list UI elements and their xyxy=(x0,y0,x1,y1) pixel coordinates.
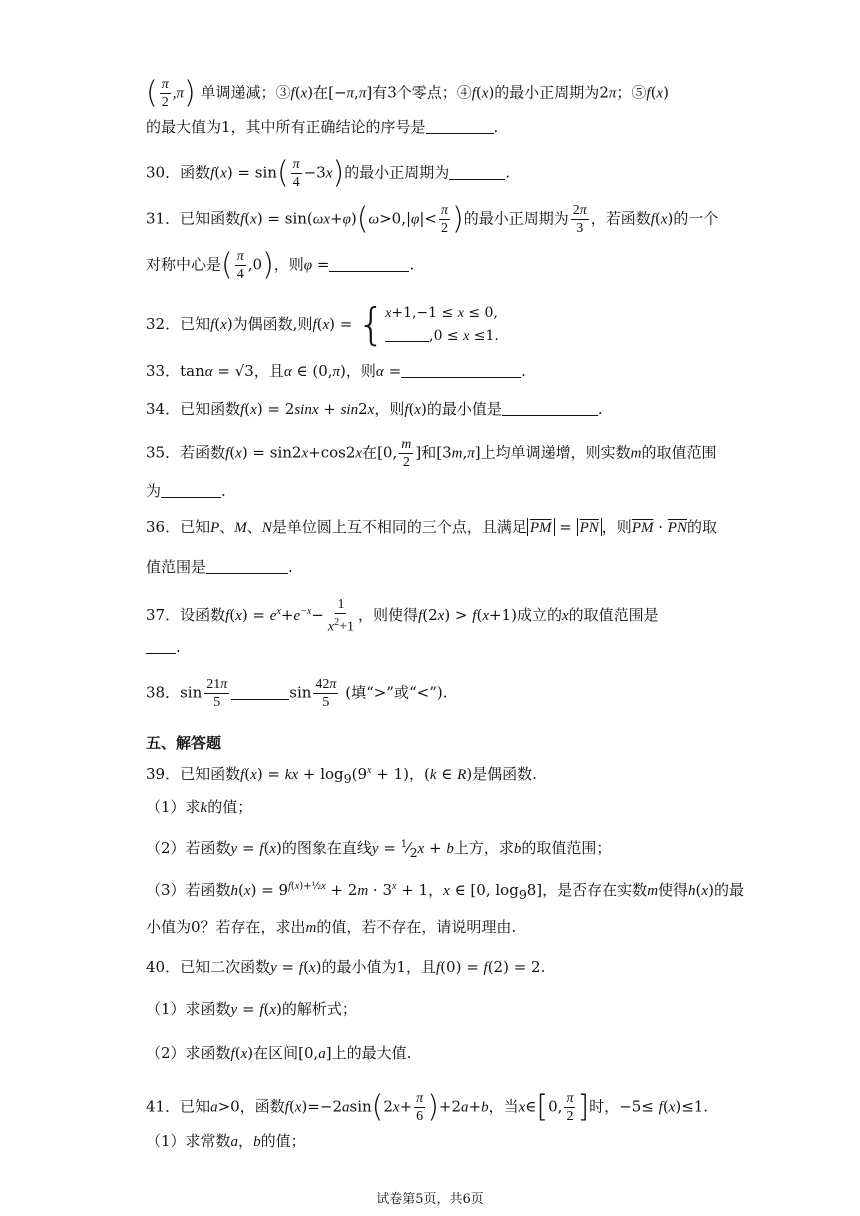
answer-blank[interactable] xyxy=(161,481,221,498)
text: 的值，若不存在，请说明理由. xyxy=(316,918,517,936)
text: 若函数 xyxy=(180,443,226,462)
answer-blank[interactable] xyxy=(206,557,288,574)
question-number: 39． xyxy=(146,765,181,783)
text: 的一个 xyxy=(673,209,719,228)
text: 的取值范围； xyxy=(521,839,612,857)
question-41-part-1: （1）求常数a，b的值； xyxy=(146,1132,306,1150)
question-40-part-2: （2）求函数f(x)在区间[0,a]上的最大值. xyxy=(146,1044,412,1062)
text: . xyxy=(540,958,546,976)
text: （1）求 xyxy=(146,798,201,816)
text: . xyxy=(221,482,226,500)
question-37-line-1: 37．设函数$f(x) = e^x+e^{-x}-$ $\frac{1}{x^2+1}$ ，则使得f(2x) > f(x+1)成立的x的取值范围是 xyxy=(146,597,659,635)
text: 为 xyxy=(146,482,162,500)
answer-blank[interactable] xyxy=(426,117,494,134)
text: . xyxy=(176,638,181,656)
text: 是偶函数. xyxy=(472,765,537,783)
text: ，则 xyxy=(345,362,376,380)
text: 使得 xyxy=(658,881,689,899)
text: ，则 xyxy=(273,255,304,274)
text: . xyxy=(597,400,603,418)
text: 上的最大值. xyxy=(331,1044,412,1062)
text: 的取值范围是 xyxy=(568,605,659,624)
text: 在 xyxy=(313,83,329,102)
text: 有3个零点；④ xyxy=(372,83,472,102)
text: 是单位圆上互不相同的三个点，且满足 xyxy=(271,518,527,536)
text: 的最小值是 xyxy=(426,400,502,418)
text: . xyxy=(493,118,499,136)
text: （2）若函数 xyxy=(146,839,231,857)
question-number: 32． xyxy=(146,315,181,333)
text: （3）若函数 xyxy=(146,881,231,899)
question-35-line-1: 35．若函数f(x) = sin2x+cos2x在[0, $\frac{m}{2}$ ]和[3m,π]上均单调递增，则实数m的取值范围 xyxy=(146,437,717,470)
text: 的最小正周期为 xyxy=(463,209,569,228)
text: 已知二次函数 xyxy=(180,958,271,976)
question-39-part-3-cont: 小值为0？若存在，求出m的值，若不存在，请说明理由. xyxy=(146,918,517,936)
question-number: 36． xyxy=(146,518,181,536)
question-37-line-2 xyxy=(146,636,720,658)
text: (填“>”或“<”). xyxy=(345,683,448,702)
text: 设函数 xyxy=(180,605,226,624)
text: ，且 xyxy=(253,362,284,380)
text: 的值； xyxy=(260,1132,306,1150)
text: ，是否存在实数 xyxy=(542,881,648,899)
text: 为偶函数,则 xyxy=(232,315,313,333)
question-36-line-2 xyxy=(146,556,720,578)
text: 在 xyxy=(362,443,378,462)
question-33: 33．tanα = √3，且α ∈ (0,π)，则α = . xyxy=(146,362,526,380)
question-40-part-1: （1）求函数y = f(x)的解析式； xyxy=(146,1000,357,1018)
text: 上均单调递增，则实数 xyxy=(480,443,631,462)
question-number: 40． xyxy=(146,958,181,976)
text: ，则 xyxy=(601,518,632,536)
question-number: 33． xyxy=(146,362,181,380)
text: 已知函数 xyxy=(180,765,241,783)
text: 的最小值为1，且 xyxy=(321,958,436,976)
text: 的最 xyxy=(713,881,744,899)
text: ，则 xyxy=(374,400,405,418)
text: 和 xyxy=(421,443,437,462)
text: . xyxy=(409,255,415,274)
text: 小值为0？若存在，求出 xyxy=(146,918,306,936)
question-35-line-2 xyxy=(146,480,720,502)
text: 的取值范围 xyxy=(641,443,717,462)
text: . xyxy=(288,558,293,576)
question-32: 32．已知f(x)为偶函数,则f(x) = {x+1,−1 ≤ x ≤ 0, ,0 ≤ x ≤1. xyxy=(146,299,499,350)
text: 对称中心是 xyxy=(146,255,222,274)
text: ；⑤ xyxy=(616,83,647,102)
question-41: 41．已知a>0，函数f(x)=−2asin(2x+ $\frac{\pi}{6}$ )+2a+b，当x∈[0, $\frac{\pi}{2}$ ]时，−5≤ f(x)≤1. xyxy=(146,1089,709,1125)
text: （1）求常数 xyxy=(146,1132,231,1150)
text: . xyxy=(521,362,526,380)
text: ，若函数 xyxy=(590,209,651,228)
question-31-line-2: 对称中心是( $\frac{\pi}{4}$ ,0)，则φ = . xyxy=(146,247,415,283)
question-number: 34． xyxy=(146,400,181,418)
text: ，当 xyxy=(488,1097,519,1116)
text: 成立的 xyxy=(516,605,562,624)
question-30: 30．函数f(x) = sin( $\frac{\pi}{4}$ −3x)的最小正周期为 . xyxy=(146,155,510,191)
text: ，则使得 xyxy=(358,605,419,624)
answer-blank[interactable] xyxy=(231,683,289,700)
text: 已知函数 xyxy=(180,209,241,228)
text: 在区间 xyxy=(253,1044,299,1062)
question-39: 39．已知函数f(x) = kx + $\log_9(9^x + 1)$，(k ∈ R)是偶函数. xyxy=(146,765,537,786)
question-36-line-1: 36．已知P、M、N是单位圆上互不相同的三个点，且满足 $\overline{PM} = \overline{PN}$ ，则$\overline{PM} \cdot \overline{PN}$的取 xyxy=(146,518,717,536)
text: 时， xyxy=(589,1097,620,1116)
answer-blank[interactable] xyxy=(385,325,429,342)
question-39-part-1: （1）求k的值； xyxy=(146,798,253,816)
text: （2）求函数 xyxy=(146,1044,231,1062)
question-number: 35． xyxy=(146,443,181,462)
text: 单调递减；③ xyxy=(200,83,291,102)
section-title: 五、解答题 xyxy=(146,734,222,752)
text: 的最大值为1，其中所有正确结论的序号是 xyxy=(146,118,426,136)
text: 的值； xyxy=(207,798,253,816)
question-39-part-2: （2）若函数y = f(x)的图象在直线$y = ^1⁄_2x + b$上方，求b的取值范围； xyxy=(146,839,612,860)
text: 的解析式； xyxy=(281,1000,357,1018)
question-number: 30． xyxy=(146,163,181,182)
text: 函数 xyxy=(180,163,211,182)
text: . xyxy=(505,163,510,182)
answer-blank[interactable] xyxy=(401,361,521,378)
question-39-part-3: （3）若函数$h(x) = 9^{f(x)+\frac{1}{2}x} + 2m \cdot 3^x + 1$，x ∈ [0, $\log_98$]，是否存在实数m使得h(x)的最 xyxy=(146,881,744,902)
question-number: 41． xyxy=(146,1097,181,1116)
text: 已知 xyxy=(180,1097,211,1116)
question-number: 31． xyxy=(146,209,181,228)
text: 的取 xyxy=(686,518,717,536)
question-31-line-1: 31．已知函数f(x) = sin(ωx+φ)(ω>0,|φ|< $\frac{\pi}{2}$ )的最小正周期为 $\frac{2\pi}{3}$ ，若函数f(x)的一个 xyxy=(146,201,719,237)
text: 已知函数 xyxy=(180,400,241,418)
page-footer: 试卷第5页，共6页 xyxy=(376,1192,484,1207)
continuation-line-2 xyxy=(146,116,720,138)
text: 上方，求 xyxy=(453,839,514,857)
question-number: 37． xyxy=(146,605,181,624)
text: 值范围是 xyxy=(146,558,207,576)
text: （1）求函数 xyxy=(146,1000,231,1018)
text: 的图象在直线 xyxy=(281,839,372,857)
answer-blank[interactable] xyxy=(329,255,409,272)
text: 已知 xyxy=(180,315,211,333)
question-38: 38．sin $\frac{21\pi}{5}$ sin $\frac{42\pi}{5}$ (填“>”或“<”). xyxy=(146,677,448,710)
text: 的最小正周期为 xyxy=(494,83,600,102)
question-number: 38． xyxy=(146,683,181,702)
answer-blank[interactable] xyxy=(146,637,176,654)
text: 已知 xyxy=(180,518,211,536)
text: 的最小正周期为 xyxy=(344,163,450,182)
answer-blank[interactable] xyxy=(502,399,598,416)
answer-blank[interactable] xyxy=(449,163,505,180)
continuation-line-1: ( $\frac{\pi}{2}$ ,π) 单调递减；③f(x)在[−π,π]有3个零点；④f(x)的最小正周期为2π；⑤f(x) xyxy=(146,75,669,111)
question-40: 40．已知二次函数y = f(x)的最小值为1，且f(0) = f(2) = 2. xyxy=(146,958,546,976)
question-34: 34．已知函数f(x) = 2sinx + sin2x，则f(x)的最小值是 . xyxy=(146,400,603,418)
text: ，函数 xyxy=(239,1097,285,1116)
